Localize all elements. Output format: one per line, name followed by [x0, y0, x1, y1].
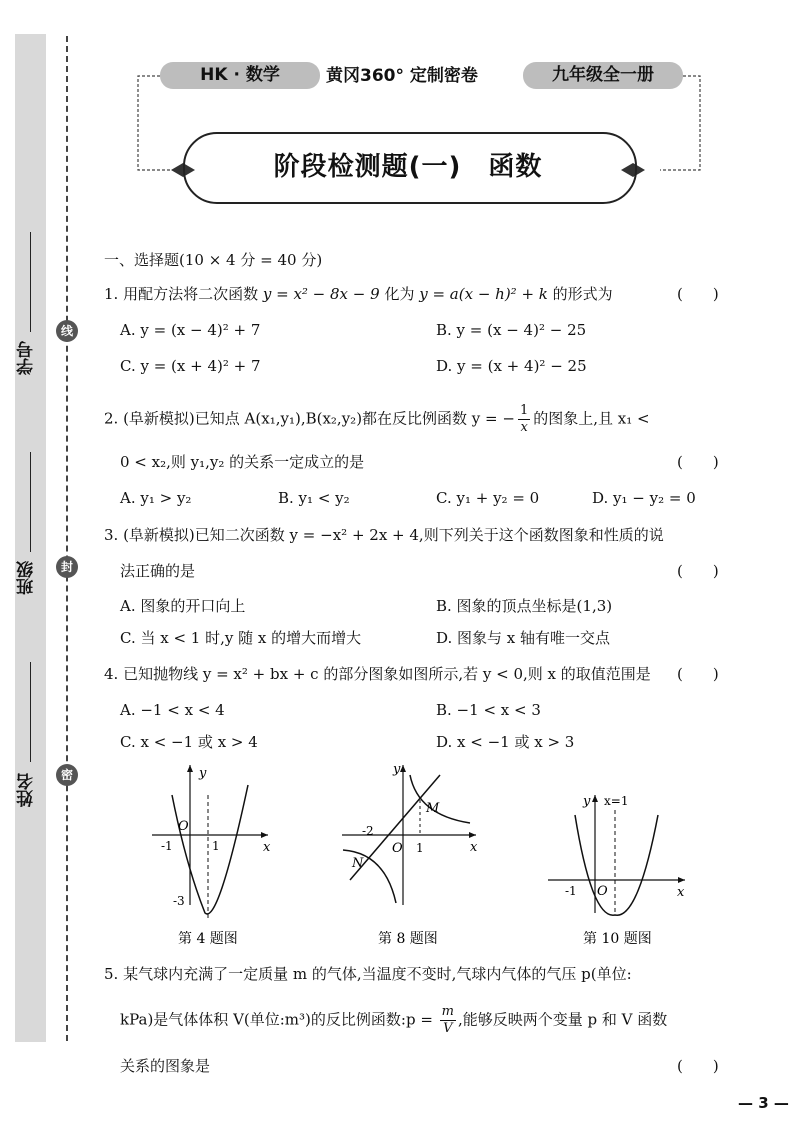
fig4-x-label: x [263, 840, 271, 855]
fig8-point-n: N [352, 856, 364, 871]
q3-stem-line2: 法正确的是 [120, 562, 196, 580]
figure-4-graph [152, 765, 271, 920]
q1-option-b: B. y = (x − 4)² − 25 [436, 321, 587, 339]
q2-stem-line2: 0 < x₂,则 y₁,y₂ 的关系一定成立的是 [120, 453, 365, 471]
q3-stem-line1: 3. (阜新模拟)已知二次函数 y = −x² + 2x + 4,则下列关于这个函数图象和性质的说 [104, 526, 664, 544]
series-title: 黄冈360° 定制密卷 [326, 66, 478, 86]
page-title: 阶段检测题(一) 函数 [273, 152, 543, 182]
grade-pill: 九年级全一册 [523, 62, 683, 89]
q3-answer-paren: ( ) [677, 562, 719, 580]
q4-option-b: B. −1 < x < 3 [436, 701, 541, 719]
fig8-point-m: M [426, 801, 440, 816]
fig4-neg1: -1 [161, 839, 173, 853]
figure-10-graph [548, 794, 685, 915]
q2-option-c: C. y₁ + y₂ = 0 [436, 489, 540, 507]
fig4-neg3: -3 [173, 894, 185, 908]
seal-mark-secret: 密 [56, 764, 78, 786]
fig8-x-label: x [470, 840, 478, 855]
q5-answer-paren: ( ) [677, 1057, 719, 1075]
q5-stem-line1: 5. 某气球内充满了一定质量 m 的气体,当温度不变时,气球内气体的气压 p(单位: [104, 965, 632, 983]
q4-option-c: C. x < −1 或 x > 4 [120, 733, 258, 751]
student-id-line [30, 232, 31, 332]
fig4-one: 1 [212, 839, 220, 853]
q1-option-d: D. y = (x + 4)² − 25 [436, 357, 587, 375]
q3-option-d: D. 图象与 x 轴有唯一交点 [436, 629, 611, 647]
fig10-x-label: x [677, 885, 685, 900]
q5-stem-line2: kPa)是气体体积 V(单位:m³)的反比例函数:p = $\frac{m}{V}$ ,能够反映两个变量 p 和 V 函数 [120, 1004, 668, 1036]
fig10-axis-label: x=1 [604, 794, 629, 808]
q5-stem-line3: 关系的图象是 [120, 1057, 211, 1075]
q4-option-d: D. x < −1 或 x > 3 [436, 733, 575, 751]
q2-stem-line1: 2. (阜新模拟)已知点 A(x₁,y₁),B(x₂,y₂)都在反比例函数 y = − $\frac{1}{x}$ 的图象上,且 x₁ < [104, 403, 650, 435]
fig10-origin: O [597, 884, 608, 899]
q2-option-d: D. y₁ − y₂ = 0 [592, 489, 696, 507]
fig4-origin: O [178, 819, 189, 834]
q1-option-a: A. y = (x − 4)² + 7 [120, 321, 261, 339]
fig10-y-label: y [583, 794, 591, 809]
q4-stem: 4. 已知抛物线 y = x² + bx + c 的部分图象如图所示,若 y < 0,则 x 的取值范围是 [104, 665, 651, 683]
fig8-caption: 第 8 题图 [378, 931, 438, 947]
seal-mark-seal: 封 [56, 556, 78, 578]
q2-option-a: A. y₁ > y₂ [120, 489, 192, 507]
name-label: 姓名 [17, 773, 37, 807]
q3-option-a: A. 图象的开口向上 [120, 597, 246, 615]
q1-stem: 1. 用配方法将二次函数 y = x² − 8x − 9 化为 y = a(x − h)² + k 的形式为 [104, 285, 613, 303]
q4-answer-paren: ( ) [677, 665, 719, 683]
q1-option-c: C. y = (x + 4)² + 7 [120, 357, 261, 375]
fig8-one: 1 [416, 841, 424, 855]
q1-answer-paren: ( ) [677, 285, 719, 303]
fig4-y-label: y [199, 766, 207, 781]
figure-8-graph [342, 762, 478, 905]
q2-option-b: B. y₁ < y₂ [278, 489, 350, 507]
fig4-caption: 第 4 题图 [178, 931, 238, 947]
q2-answer-paren: ( ) [677, 453, 719, 471]
subject-pill: HK · 数学 [160, 62, 320, 89]
q3-option-c: C. 当 x < 1 时,y 随 x 的增大而增大 [120, 629, 362, 647]
fig8-neg2: -2 [362, 824, 374, 838]
q3-option-b: B. 图象的顶点坐标是(1,3) [436, 597, 613, 615]
seal-mark-line: 线 [56, 320, 78, 342]
fig10-caption: 第 10 题图 [583, 931, 652, 947]
fig8-y-label: y [393, 762, 401, 777]
fig10-neg1: -1 [565, 884, 577, 898]
page-number: — 3 — [738, 1094, 789, 1112]
class-label: 班级 [17, 561, 37, 595]
fig8-origin: O [392, 841, 403, 856]
q4-option-a: A. −1 < x < 4 [120, 701, 225, 719]
name-line [30, 662, 31, 762]
figures-row [0, 755, 794, 955]
student-id-label: 学号 [17, 341, 37, 375]
class-line [30, 452, 31, 552]
section-heading: 一、选择题(10 × 4 分 = 40 分) [104, 251, 323, 269]
